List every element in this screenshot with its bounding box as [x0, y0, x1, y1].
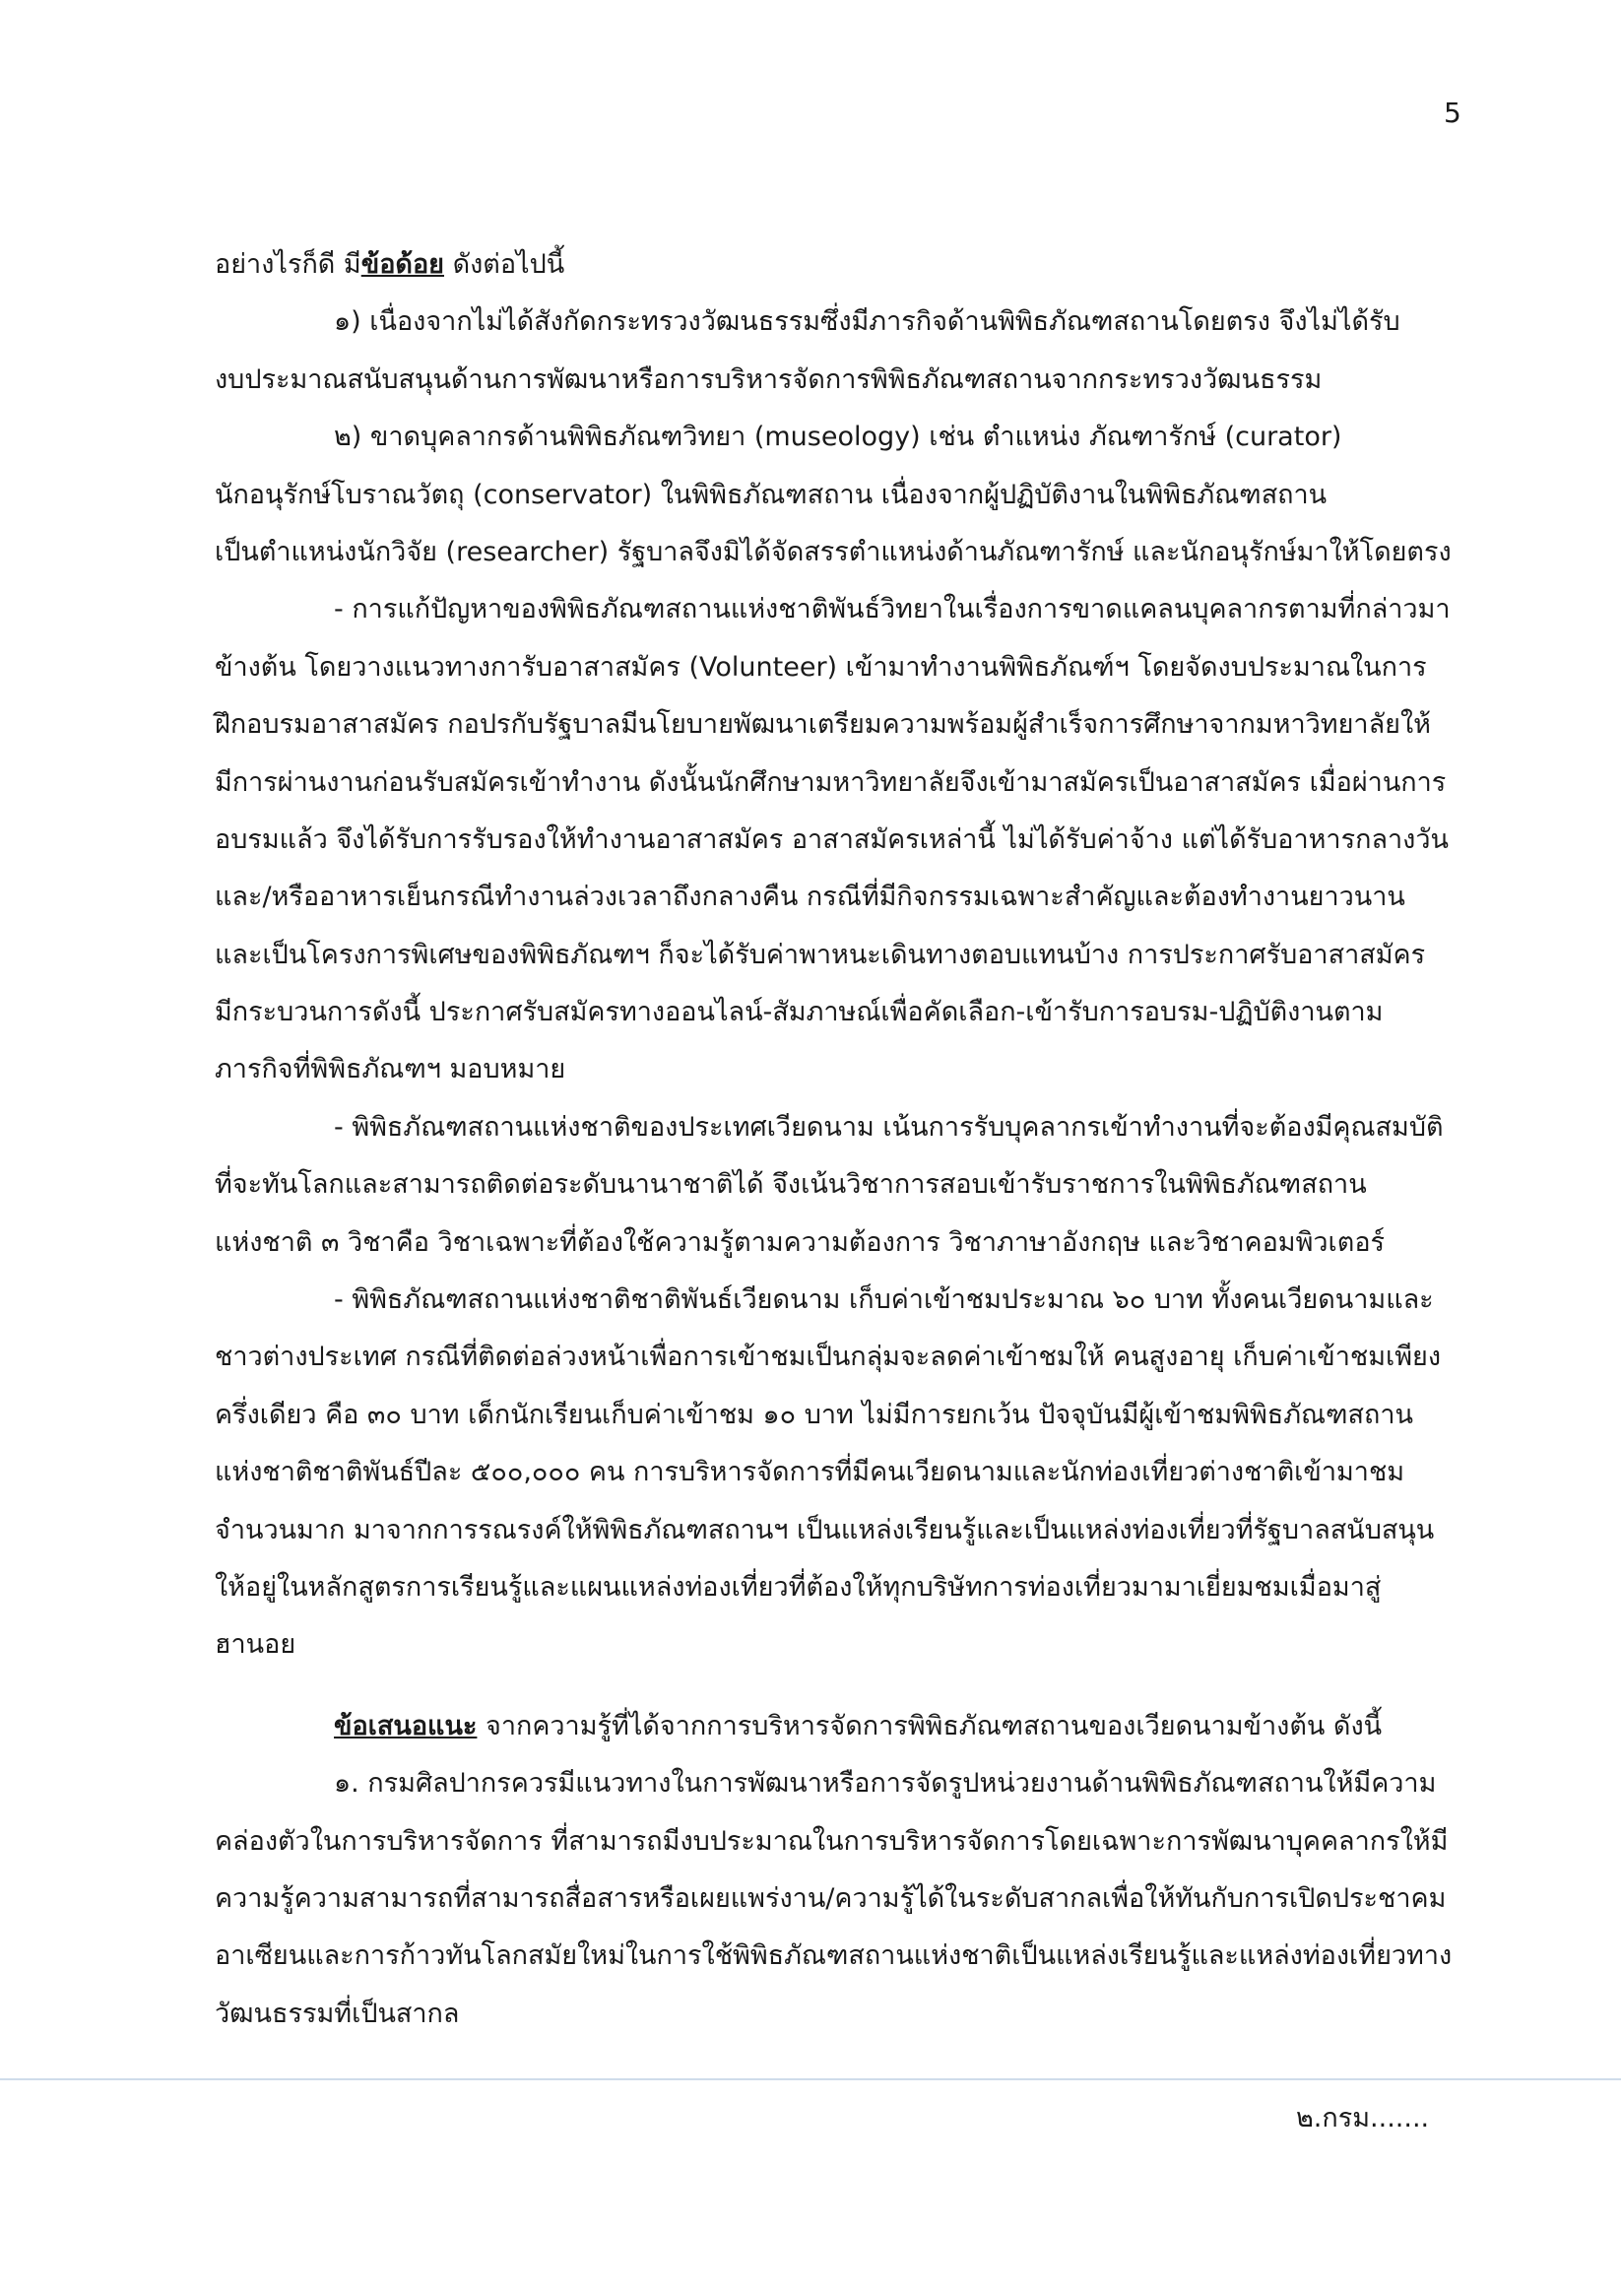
- page-number: 5: [1444, 97, 1461, 129]
- point-line: ที่จะทันโลกและสามารถติดต่อระดับนานาชาติได้ จึงเน้นวิชาการสอบเข้ารับราชการในพิพิธภัณฑสถาน: [215, 1169, 1367, 1201]
- point-line: ให้อยู่ในหลักสูตรการเรียนรู้และแผนแหล่งท่องเที่ยวที่ต้องให้ทุกบริษัทการท่องเที่ยวมามาเยี่ยมชมเมื่อมาสู่: [215, 1571, 1382, 1603]
- intro-prefix: อย่างไรก็ดี มี: [215, 249, 361, 280]
- point-line: แห่งชาติ ๓ วิชาคือ วิชาเฉพาะที่ต้องใช้ความรู้ตามความต้องการ วิชาภาษาอังกฤษ และวิชาคอมพิวเตอร์: [215, 1226, 1386, 1258]
- point-line: ภารกิจที่พิพิธภัณฑฯ มอบหมาย: [215, 1054, 566, 1085]
- point-line: แห่งชาติชาติพันธ์ปีละ ๕๐๐,๐๐๐ คน การบริหารจัดการที่มีคนเวียดนามและนักท่องเที่ยวต่างชาติเข้ามาชม: [215, 1457, 1405, 1488]
- disadvantage-line: เป็นตำแหน่งนักวิจัย (researcher) รัฐบาลจึงมิได้จัดสรรตำแหน่งด้านภัณฑารักษ์ และนักอนุรักษ์มาให้โดยตรง: [215, 536, 1452, 567]
- intro-line: [215, 236, 1456, 294]
- disadvantages-heading: ข้อด้อย: [360, 249, 444, 280]
- point-line: ชาวต่างประเทศ กรณีที่ติดต่อล่วงหน้าเพื่อการเข้าชมเป็นกลุ่มจะลดค่าเข้าชมให้ คนสูงอายุ เก็บค่าเข้าชมเพียง: [215, 1342, 1442, 1373]
- footer-divider: [0, 2078, 1621, 2080]
- point-line: จำนวนมาก มาจากการรณรงค์ให้พิพิธภัณฑสถานฯ เป็นแหล่งเรียนรู้และเป็นแหล่งท่องเที่ยวที่รัฐบาลสนับสนุน: [215, 1514, 1435, 1545]
- recommendation-line: ความรู้ความสามารถที่สามารถสื่อสารหรือเผยแพร่งาน/ความรู้ได้ในระดับสากลเพื่อให้ทันกับการเปิดประชาคม: [215, 1882, 1447, 1914]
- point-line: ครึ่งเดียว คือ ๓๐ บาท เด็กนักเรียนเก็บค่าเข้าชม ๑๐ บาท ไม่มีการยกเว้น ปัจจุบันมีผู้เข้าชมพิพิธภัณฑสถาน: [215, 1399, 1413, 1430]
- recommendations-heading: ข้อเสนอแนะ: [334, 1710, 478, 1741]
- point-line: ฮานอย: [215, 1629, 296, 1661]
- recommendation-line: คล่องตัวในการบริหารจัดการ ที่สามารถมีงบประมาณในการบริหารจัดการโดยเฉพาะการพัฒนาบุคคลากรให้มี: [215, 1825, 1449, 1857]
- point-line: และ/หรืออาหารเย็นกรณีทำงานล่วงเวลาถึงกลางคืน กรณีที่มีกิจกรรมเฉพาะสำคัญและต้องทำงานยาวนาน: [215, 882, 1405, 913]
- point-line: ข้างต้น โดยวางแนวทางการับอาสาสมัคร (Volunteer) เข้ามาทำงานพิพิธภัณฑ์ฯ โดยจัดงบประมาณในการ: [215, 651, 1427, 683]
- point-line: และเป็นโครงการพิเศษของพิพิธภัณฑฯ ก็จะได้รับค่าพาหนะเดินทางตอบแทนบ้าง การประกาศรับอาสาสมัคร: [215, 939, 1426, 970]
- disadvantage-line: นักอนุรักษ์โบราณวัตถุ (conservator) ในพิพิธภัณฑสถาน เนื่องจากผู้ปฏิบัติงานในพิพิธภัณฑสถาน: [215, 479, 1328, 510]
- disadvantage-line: งบประมาณสนับสนุนด้านการพัฒนาหรือการบริหารจัดการพิพิธภัณฑสถานจากกระทรวงวัฒนธรรม: [215, 363, 1323, 395]
- disadvantage-line: ๑) เนื่องจากไม่ได้สังกัดกระทรวงวัฒนธรรมซึ่งมีภารกิจด้านพิพิธภัณฑสถานโดยตรง จึงไม่ได้รับ: [334, 306, 1400, 338]
- disadvantage-line: ๒) ขาดบุคลากรด้านพิพิธภัณฑวิทยา (museology) เช่น ตำแหน่ง ภัณฑารักษ์ (curator): [334, 422, 1342, 453]
- point-line: ฝึกอบรมอาสาสมัคร กอปรกับรัฐบาลมีนโยบายพัฒนาเตรียมความพร้อมผู้สำเร็จการศึกษาจากมหาวิทยาลัยให้: [215, 709, 1431, 741]
- recommendation-line: วัฒนธรรมที่เป็นสากล: [215, 1998, 460, 2029]
- point-line: - การแก้ปัญหาของพิพิธภัณฑสถานแห่งชาติพันธ์วิทยาในเรื่องการขาดแคลนบุคลากรตามที่กล่าวมา: [334, 594, 1451, 625]
- point-line: มีกระบวนการดังนี้ ประกาศรับสมัครทางออนไลน์-สัมภาษณ์เพื่อคัดเลือก-เข้ารับการอบรม-ปฏิบัติงานตาม: [215, 997, 1384, 1028]
- point-line: อบรมแล้ว จึงได้รับการรับรองให้ทำงานอาสาสมัคร อาสาสมัครเหล่านี้ ไม่ได้รับค่าจ้าง แต่ได้รับอาหารกลางวัน: [215, 823, 1449, 855]
- recommendation-line: ๑. กรมศิลปากรควรมีแนวทางในการพัฒนาหรือการจัดรูปหน่วยงานด้านพิพิธภัณฑสถานให้มีความ: [334, 1768, 1437, 1800]
- paragraph-gap: [215, 1674, 1456, 1698]
- recommendations-intro-text: จากความรู้ที่ได้จากการบริหารจัดการพิพิธภัณฑสถานของเวียดนามข้างต้น ดังนี้: [477, 1710, 1383, 1741]
- footer-continuation: ๒.กรม.......: [1296, 2103, 1430, 2133]
- point-line: - พิพิธภัณฑสถานแห่งชาติของประเทศเวียดนาม เน้นการรับบุคลากรเข้าทำงานที่จะต้องมีคุณสมบัติ: [334, 1111, 1444, 1143]
- point-line: มีการผ่านงานก่อนรับสมัครเข้าทำงาน ดังนั้นนักศึกษามหาวิทยาลัยจึงเข้ามาสมัครเป็นอาสาสมัคร เมื่อผ่านการ: [215, 766, 1447, 798]
- intro-suffix: ดังต่อไปนี้: [443, 249, 565, 280]
- document-body: [215, 236, 1456, 2043]
- recommendations-intro: [215, 1698, 1456, 1755]
- point-line: - พิพิธภัณฑสถานแห่งชาติชาติพันธ์เวียดนาม เก็บค่าเข้าชมประมาณ ๖๐ บาท ทั้งคนเวียดนามและ: [334, 1284, 1434, 1316]
- recommendation-line: อาเซียนและการก้าวทันโลกสมัยใหม่ในการใช้พิพิธภัณฑสถานแห่งชาติเป็นแหล่งเรียนรู้และแหล่งท่องเที่ยวทาง: [215, 1940, 1453, 1972]
